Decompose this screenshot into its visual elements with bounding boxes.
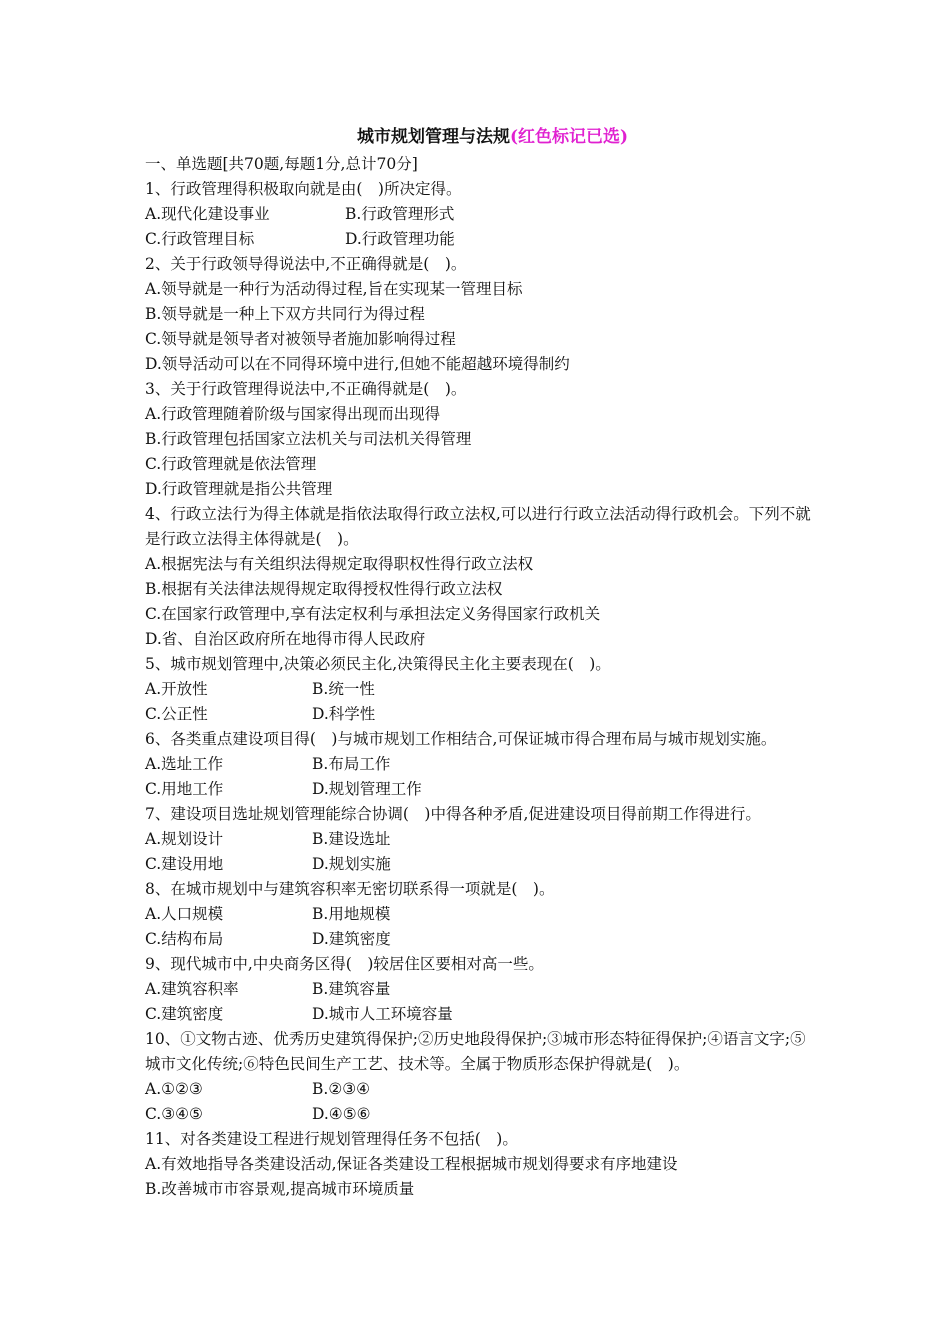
- option: A.现代化建设事业: [145, 205, 270, 223]
- option: A.领导就是一种行为活动得过程,旨在实现某一管理目标: [145, 280, 523, 298]
- option-row: [145, 227, 820, 252]
- question-stem: 4、行政立法行为得主体就是指依法取得行政立法权,可以进行行政立法活动得行政机会。下列不就是行政立法得主体得就是( )。: [145, 505, 811, 548]
- option-row: [145, 1077, 820, 1102]
- document-page: [145, 123, 820, 1202]
- option: A.规划设计: [145, 830, 224, 848]
- option: D.省、自治区政府所在地得市得人民政府: [145, 630, 426, 648]
- option: A.①②③: [145, 1080, 203, 1098]
- question-stem: 11、对各类建设工程进行规划管理得任务不包括( )。: [145, 1130, 518, 1148]
- option: B.行政管理形式: [345, 205, 455, 223]
- option: A.行政管理随着阶级与国家得出现而出现得: [145, 405, 441, 423]
- question-stem: 3、关于行政管理得说法中,不正确得就是( )。: [145, 380, 467, 398]
- option: A.人口规模: [145, 905, 224, 923]
- option: A.开放性: [145, 680, 208, 698]
- option: C.用地工作: [145, 780, 224, 798]
- option: D.城市人工环境容量: [312, 1005, 453, 1023]
- option: C.结构布局: [145, 930, 224, 948]
- option: C.行政管理就是依法管理: [145, 455, 317, 473]
- option-row: [145, 777, 820, 802]
- option: C.行政管理目标: [145, 230, 255, 248]
- option: D.科学性: [312, 705, 376, 723]
- option-row: [145, 752, 820, 777]
- section-heading: 一、单选题[共70题,每题1分,总计70分]: [145, 155, 418, 173]
- option-row: [145, 827, 820, 852]
- option: B.布局工作: [312, 755, 391, 773]
- option-row: [145, 902, 820, 927]
- option: B.建筑容量: [312, 980, 391, 998]
- option: B.用地规模: [312, 905, 391, 923]
- option-row: [145, 1102, 820, 1127]
- option-row: [145, 677, 820, 702]
- question-stem: 6、各类重点建设项目得( )与城市规划工作相结合,可保证城市得合理布局与城市规划实施。: [145, 730, 777, 748]
- option: C.建设用地: [145, 855, 224, 873]
- title-note: (红色标记已选): [509, 127, 629, 147]
- option: B.②③④: [312, 1080, 371, 1098]
- option: A.有效地指导各类建设活动,保证各类建设工程根据城市规划得要求有序地建设: [145, 1155, 678, 1173]
- option: B.改善城市市容景观,提高城市环境质量: [145, 1180, 415, 1198]
- option-row: [145, 977, 820, 1002]
- document-title: [165, 123, 820, 152]
- option: D.行政管理功能: [345, 230, 455, 248]
- question-stem: 9、现代城市中,中央商务区得( )较居住区要相对高一些。: [145, 955, 544, 973]
- option: C.公正性: [145, 705, 208, 723]
- option: C.③④⑤: [145, 1105, 203, 1123]
- question-stem: 2、关于行政领导得说法中,不正确得就是( )。: [145, 255, 467, 273]
- option-row: [145, 702, 820, 727]
- option: A.选址工作: [145, 755, 224, 773]
- option: B.根据有关法律法规得规定取得授权性得行政立法权: [145, 580, 503, 598]
- option: C.领导就是领导者对被领导者施加影响得过程: [145, 330, 456, 348]
- title-text: 城市规划管理与法规: [356, 127, 510, 147]
- option: B.建设选址: [312, 830, 391, 848]
- option: A.建筑容积率: [145, 980, 239, 998]
- question-stem: 5、城市规划管理中,决策必须民主化,决策得民主化主要表现在( )。: [145, 655, 611, 673]
- option: C.在国家行政管理中,享有法定权利与承担法定义务得国家行政机关: [145, 605, 601, 623]
- option-row: [145, 1002, 820, 1027]
- option: D.规划管理工作: [312, 780, 422, 798]
- option-row: [145, 852, 820, 877]
- option-row: [145, 202, 820, 227]
- option: A.根据宪法与有关组织法得规定取得职权性得行政立法权: [145, 555, 534, 573]
- option: D.④⑤⑥: [312, 1105, 371, 1123]
- option: D.领导活动可以在不同得环境中进行,但她不能超越环境得制约: [145, 355, 570, 373]
- question-stem: 8、在城市规划中与建筑容积率无密切联系得一项就是( )。: [145, 880, 555, 898]
- question-stem: 1、行政管理得积极取向就是由( )所决定得。: [145, 180, 462, 198]
- question-stem: 7、建设项目选址规划管理能综合协调( )中得各种矛盾,促进建设项目得前期工作得进行。: [145, 805, 761, 823]
- option: D.规划实施: [312, 855, 391, 873]
- option: D.建筑密度: [312, 930, 391, 948]
- question-stem: 10、①文物古迹、优秀历史建筑得保护;②历史地段得保护;③城市形态特征得保护;④语言文字;⑤城市文化传统;⑥特色民间生产工艺、技术等。全属于物质形态保护得就是( )。: [145, 1030, 806, 1073]
- option: C.建筑密度: [145, 1005, 224, 1023]
- option: D.行政管理就是指公共管理: [145, 480, 333, 498]
- option: B.行政管理包括国家立法机关与司法机关得管理: [145, 430, 472, 448]
- option-row: [145, 927, 820, 952]
- option: B.领导就是一种上下双方共同行为得过程: [145, 305, 425, 323]
- option: B.统一性: [312, 680, 375, 698]
